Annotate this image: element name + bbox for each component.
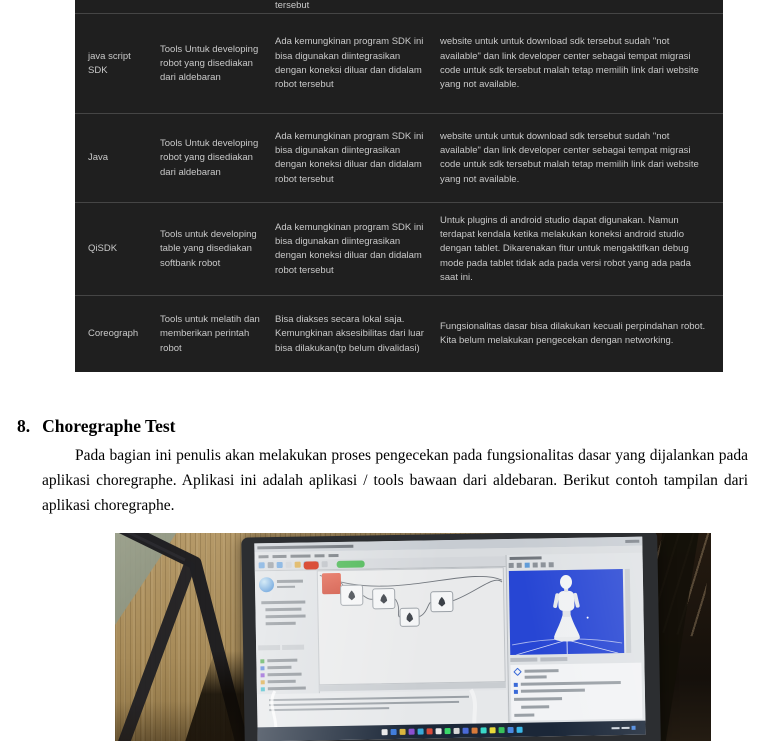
table-row-partial (75, 0, 723, 13)
laptop (241, 533, 661, 741)
inspector-item (525, 675, 547, 678)
cell-tool (75, 0, 160, 2)
table-row (75, 202, 723, 295)
stop-button (304, 561, 319, 569)
checkbox-icon (514, 690, 518, 694)
app-icon (498, 727, 504, 733)
cell-tool: java script SDK (88, 50, 131, 76)
tray-time (612, 727, 620, 729)
cell-description: Tools untuk melatih dan memberikan perintah robot (160, 314, 260, 354)
app-icon (417, 729, 423, 735)
cell-result: Untuk plugins di android studio dapat digunakan. Namun terdapat kendala ketika melakukan koneksi android studio dengan tablet. Dikarenakan fitur untuk mengaktifkan debug mode pada tablet tidak ada pada versi robot yang ada pada saat ini. (440, 214, 691, 283)
table-body (75, 13, 723, 372)
app-icon (444, 728, 450, 734)
app-icon (426, 728, 432, 734)
section-number: 8. (17, 416, 31, 436)
tray-date (622, 727, 630, 729)
app-icon (390, 729, 396, 735)
robot-3d-view (509, 569, 624, 655)
app-icon (408, 729, 414, 735)
choregraphe-photo (115, 533, 711, 741)
cell-tool: Java (88, 152, 109, 164)
pepper-robot-figure (509, 569, 624, 655)
cell-possibility: Ada kemungkinan program SDK ini bisa digunakan diintegrasikan dengan koneksi diluar dan didalam robot tersebut (275, 221, 424, 276)
sdk-comparison-table (75, 0, 723, 372)
system-tray (612, 725, 642, 732)
section-paragraph: Pada bagian ini penulis akan melakukan proses pengecekan pada fungsionalitas dasar yang dijalankan pada aplikasi choregraphe. Aplikasi ini adalah aplikasi / tools bawaan dari aldebaran. Berikut contoh tampilan dari aplikasi choregraphe. (42, 447, 748, 514)
robot-view-panel (506, 553, 646, 723)
notification-icon (632, 726, 636, 730)
robot-view-title (510, 556, 542, 560)
app-icon (516, 727, 522, 733)
cell-possibility: Ada kemungkinan program SDK ini bisa digunakan diintegrasikan dengan koneksi diluar dan didalam robot tersebut (275, 130, 424, 185)
cell-description: Tools Untuk developing robot yang disediakan dari aldebaran (160, 138, 259, 178)
inspector-item (521, 681, 621, 686)
table-row (75, 113, 723, 202)
inspector-item (514, 714, 534, 717)
cell-result: Fungsionalitas dasar bisa dilakukan kecuali perpindahan robot. Kita belum melakukan pengecekan dengan networking. (440, 321, 706, 347)
cell-result: website untuk untuk download sdk tersebut sudah "not available" dan link developer center sebagai tempat migrasi code untuk sdk tersebut malah tetap memilih link dari website yang not available. (440, 130, 699, 185)
section-title: Choregraphe Test (42, 416, 176, 436)
cell-description (160, 0, 275, 2)
inspector-item (521, 705, 549, 708)
view-scrollbar (625, 569, 631, 653)
cell-possibility: tersebut (275, 0, 310, 11)
inspector-tabs (510, 657, 567, 662)
checkbox-icon (514, 683, 518, 687)
cell-description: Tools Untuk developing robot yang disediakan dari aldebaran (160, 43, 259, 84)
app-icon (471, 728, 477, 734)
section-heading (17, 416, 176, 437)
cell-possibility: Bisa diakses secara lokal saja. Kemungkinan aksesibilitas dari luar bisa dilakukan(tp belum divalidasi) (275, 314, 424, 354)
inspector-panel (510, 663, 642, 721)
app-icon (453, 728, 459, 734)
app-icon (399, 729, 405, 735)
app-icon (435, 728, 441, 734)
inspector-item (521, 689, 585, 693)
app-icon (507, 727, 513, 733)
cable-glare (254, 539, 517, 741)
cell-result: website untuk untuk download sdk tersebut sudah "not available" dan link developer center sebagai tempat migrasi code untuk sdk tersebut malah tetap memilih link dari website yang not available. (440, 36, 699, 91)
app-icon (480, 727, 486, 733)
inspector-item (514, 697, 562, 701)
window-controls (625, 540, 639, 543)
cell-tool: Coreograph (88, 328, 139, 340)
cell-description: Tools untuk developing table yang disediakan softbank robot (160, 229, 257, 269)
cell-tool: QiSDK (88, 243, 118, 255)
robot-view-toolbar (509, 562, 554, 568)
cell-possibility: Ada kemungkinan program SDK ini bisa digunakan diintegrasikan dengan koneksi diluar dan didalam robot tersebut (275, 36, 424, 91)
app-icon (489, 727, 495, 733)
app-icon (381, 729, 387, 735)
inspector-item (525, 669, 559, 673)
diamond-icon (513, 668, 521, 676)
table-row (75, 295, 723, 372)
laptop-screen (254, 537, 645, 741)
table-row (75, 13, 723, 113)
app-icon (462, 728, 468, 734)
cell-result (440, 0, 723, 2)
